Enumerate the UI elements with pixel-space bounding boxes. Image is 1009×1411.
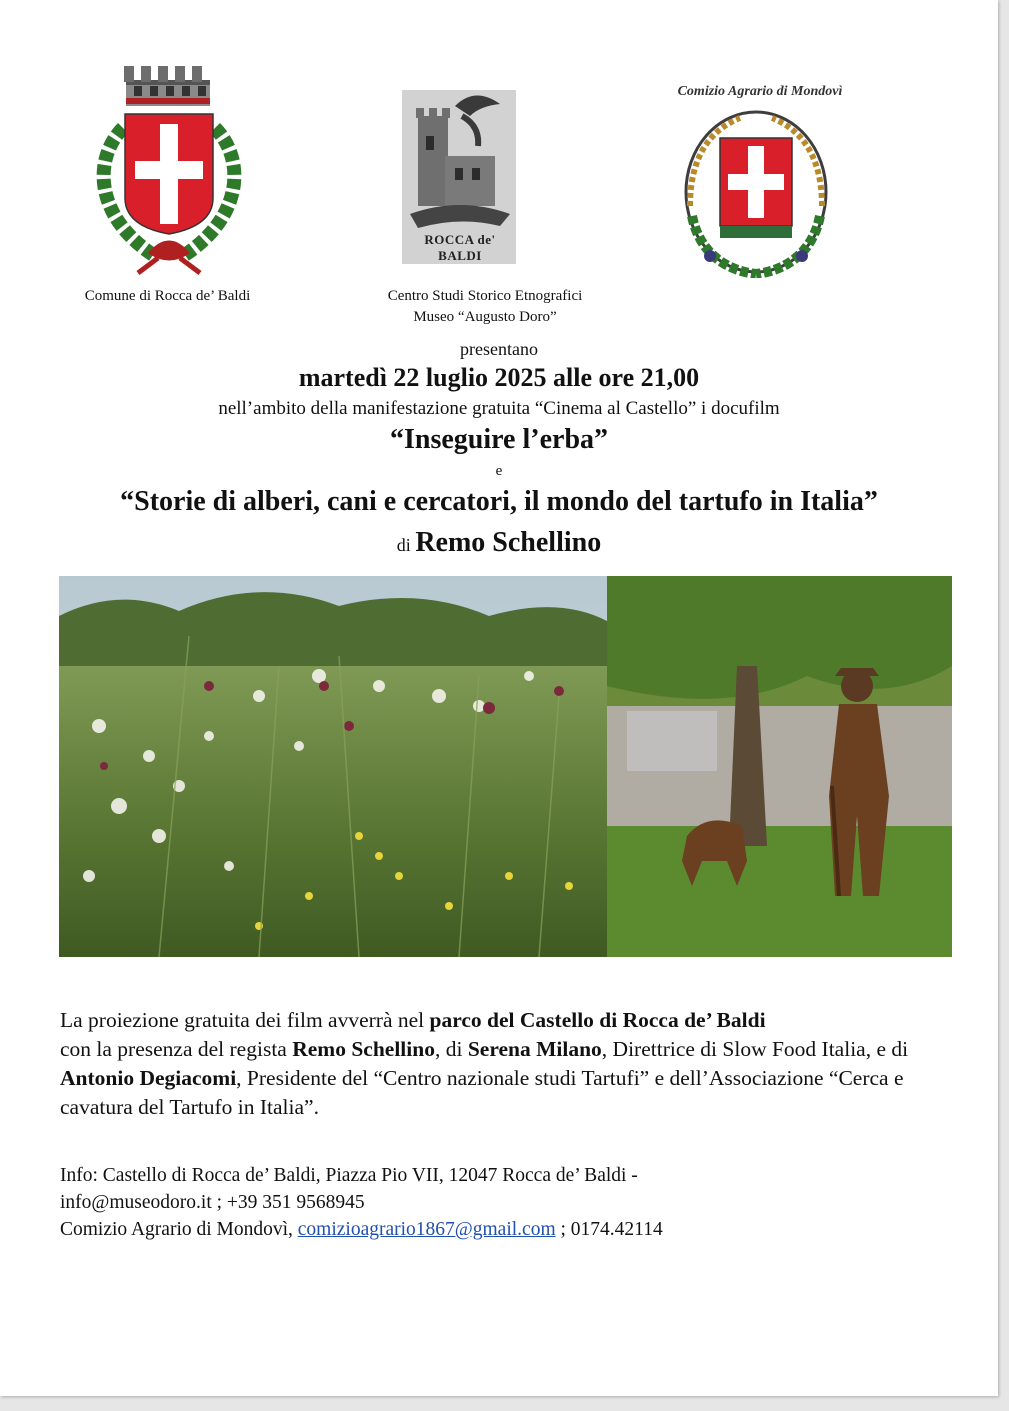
- truffle-hunter-sculpture-photo: [607, 576, 952, 957]
- comune-caption: Comune di Rocca de’ Baldi: [84, 288, 251, 304]
- author-name: Remo Schellino: [415, 527, 602, 558]
- rocca-logo-text: ROCCA de' BALDI: [424, 232, 496, 263]
- description-paragraph: [60, 1006, 950, 1122]
- body-bold-venue: parco del Castello di Rocca de’ Baldi: [429, 1008, 766, 1032]
- info-contact-line: info@museodoro.it ; +39 351 9568945: [60, 1192, 365, 1213]
- comizio-agrario-logo: [680, 106, 832, 278]
- ambito-text: nell’ambito della manifestazione gratuita “Cinema al Castello” i docufilm: [218, 398, 780, 419]
- presentano-text: presentano: [460, 339, 538, 359]
- museo-caption-line2: Museo “Augusto Doro”: [413, 309, 557, 325]
- comizio-email-link[interactable]: comizioagrario1867@gmail.com: [297, 1219, 556, 1240]
- body-bold-serena: Serena Milano: [467, 1037, 602, 1061]
- body-text-5: , Presidente del “Centro nazionale studi Tartufi” e dell’Associazione “Cerca e cavatura del Tartufo in Italia”.: [60, 1066, 904, 1119]
- body-bold-antonio: Antonio Degiacomi: [60, 1066, 237, 1090]
- author-line: [0, 527, 998, 559]
- film-title-2: “Storie di alberi, cani e cercatori, il mondo del tartufo in Italia”: [120, 486, 878, 517]
- centro-studi-caption-line1: Centro Studi Storico Etnografici: [387, 288, 583, 304]
- body-text-2: con la presenza del regista: [60, 1037, 293, 1061]
- di-word: di: [396, 535, 411, 555]
- body-text-3: , di: [434, 1037, 468, 1061]
- body-bold-director: Remo Schellino: [292, 1037, 435, 1061]
- film-title-1: “Inseguire l’erba”: [389, 424, 609, 455]
- info-comizio-phone: ; 0174.42114: [555, 1219, 663, 1240]
- info-comizio-line: [60, 1216, 950, 1243]
- body-text-4: , Direttrice di Slow Food Italia, e di: [601, 1037, 909, 1061]
- info-block: [60, 1162, 950, 1243]
- info-comizio-prefix: Comizio Agrario di Mondovì,: [60, 1219, 298, 1240]
- info-address-line: Info: Castello di Rocca de’ Baldi, Piazza Pio VII, 12047 Rocca de’ Baldi -: [60, 1165, 638, 1186]
- comune-coat-of-arms-logo: [78, 58, 260, 280]
- conjunction-e: e: [495, 463, 503, 479]
- body-text-1: La proiezione gratuita dei film avverrà nel: [60, 1008, 430, 1032]
- meadow-photo: [59, 576, 607, 957]
- event-date: martedì 22 luglio 2025 alle ore 21,00: [298, 363, 700, 392]
- comizio-logo-title: Comizio Agrario di Mondovì: [677, 84, 843, 99]
